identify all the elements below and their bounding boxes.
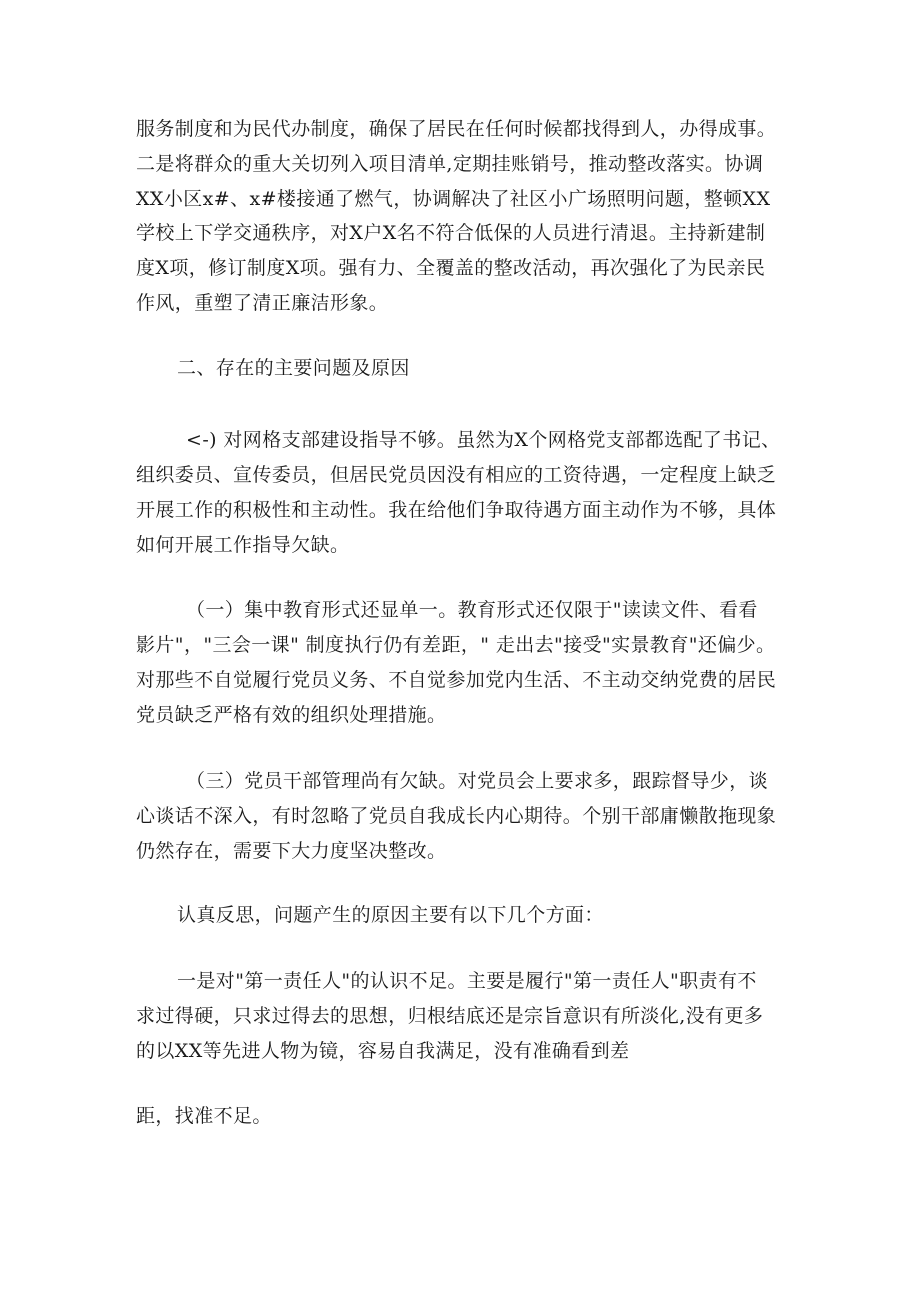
paragraph-line: 组织委员、宣传委员，但居民党员因没有相应的工资待遇，一定程度上缺乏 [136,464,777,486]
section-heading: 二、存在的主要问题及原因 [177,357,410,379]
paragraph-line: （一）集中教育形式还显单一。教育形式还仅限于"读读文件、看看 [186,599,758,621]
paragraph-line: <-) 对网格支部建设指导不够。虽然为X个网格党支部都选配了书记、 [186,429,781,451]
paragraph-line: 认真反思，问题产生的原因主要有以下几个方面： [177,904,604,926]
paragraph-line: 距，找准不足。 [136,1105,272,1127]
paragraph-line: 仍然存在，需要下大力度坚决整改。 [136,840,447,862]
paragraph-line: 学校上下学交通秩序，对X户X名不符合低保的人员进行清退。主持新建制 [136,222,766,244]
paragraph-line: 开展工作的积极性和主动性。我在给他们争取待遇方面主动作为不够，具体 [136,499,777,521]
paragraph-line: 度X项，修订制度X项。强有力、全覆盖的整改活动，再次强化了为民亲民 [136,257,766,279]
paragraph-line: （三）党员干部管理尚有欠缺。对党员会上要求多，跟踪督导少，谈 [186,770,769,792]
paragraph-line: 心谈话不深入，有时忽略了党员自我成长内心期待。个别干部庸懒散拖现象 [136,805,777,827]
paragraph-line: 党员缺乏严格有效的组织处理措施。 [136,704,447,726]
paragraph-line: 对那些不自觉履行党员义务、不自觉参加党内生活、不主动交纳党费的居民 [136,669,777,691]
paragraph-line: 影片"，"三会一课" 制度执行仍有差距，" 走出去"接受"实景教育"还偏少。 [136,634,776,656]
paragraph-line: 如何开展工作指导欠缺。 [136,534,350,556]
paragraph-line: 的以XX等先进人物为镜，容易自我满足，没有准确看到差 [136,1040,630,1062]
paragraph-line: 作风，重塑了清正廉洁形象。 [136,292,389,314]
paragraph-line: XX小区x#、x#楼接通了燃气，协调解决了社区小广场照明问题，整顿XX [136,188,771,210]
paragraph-line: 求过得硬，只求过得去的思想，归根结底还是宗旨意识有所淡化,没有更多 [136,1005,764,1027]
paragraph-line: 一是对"第一责任人"的认识不足。主要是履行"第一责任人"职责有不 [177,970,757,992]
paragraph-line: 二是将群众的重大关切列入项目清单,定期挂账销号，推动整改落实。协调 [136,153,764,175]
paragraph-line: 服务制度和为民代办制度，确保了居民在任何时候都找得到人，办得成事。 [136,118,777,140]
